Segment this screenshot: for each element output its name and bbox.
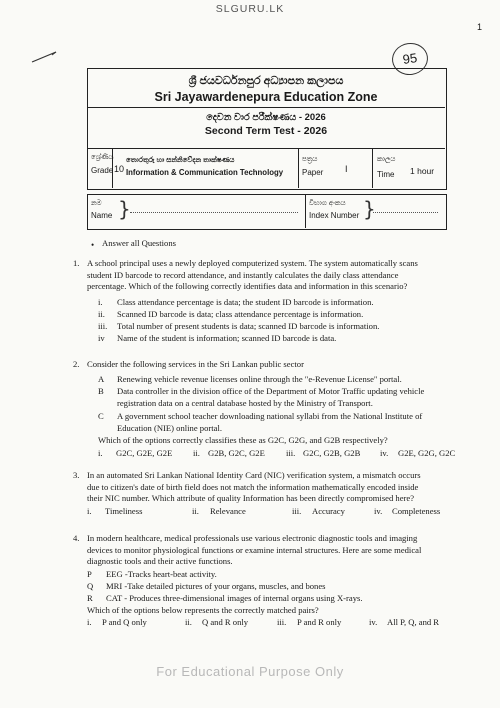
- index-field[interactable]: [373, 212, 438, 213]
- option-text[interactable]: Relevance: [210, 506, 246, 516]
- item-label: Q: [87, 581, 94, 591]
- question-text: In modern healthcare, medical professionals use various electronic diagnostic tools and imaging devices to monitor physiological functions or examine internal structures. Here are some medical diagnostic tools and their active functions.: [87, 533, 422, 567]
- option-label: i.: [98, 448, 103, 458]
- options-row: [87, 617, 467, 629]
- index-label: Index Number: [309, 211, 360, 220]
- name-label-sinhala: නම: [91, 200, 102, 207]
- option-text[interactable]: Q and R only: [202, 617, 249, 627]
- option-label: iv.: [374, 506, 383, 516]
- option-label: iii.: [98, 321, 108, 331]
- option-text[interactable]: Total number of present students is data; scanned ID barcode is information.: [117, 321, 380, 331]
- option-text[interactable]: G2B, G2C, G2E: [208, 448, 265, 458]
- item-label: A: [98, 374, 105, 384]
- item-text: CAT - Produces three-dimensional images of internal organs using X-rays.: [106, 593, 363, 603]
- name-field[interactable]: [130, 212, 298, 213]
- option-label: iii.: [277, 617, 287, 627]
- instruction: Answer all Questions: [102, 238, 176, 248]
- item-text: Renewing vehicle revenue licenses online through the "e-Revenue License" portal.: [117, 374, 402, 384]
- option-label: iii.: [286, 448, 296, 458]
- options-row: [98, 448, 468, 460]
- question-prompt: Which of the options below represents the correctly matched pairs?: [87, 605, 319, 615]
- site-header: SLGURU.LK: [215, 3, 285, 15]
- handwritten-score: 95: [390, 41, 430, 78]
- question-prompt: Which of the options correctly classifies these as G2C, G2G, and G2B respectively?: [98, 435, 388, 445]
- item-label: P: [87, 569, 92, 579]
- question-number: 2.: [73, 359, 80, 369]
- page-number: 1: [477, 22, 483, 32]
- subject-sinhala: තොරතුරු හා සන්නිවේදන තාක්ෂණය: [126, 157, 235, 164]
- option-text[interactable]: Accuracy: [312, 506, 345, 516]
- item-text: A government school teacher downloading national syllabi from the National Institute of Education (NIE) online portal.: [117, 411, 423, 433]
- question-text: A school principal uses a newly deployed computerized system. The system automatically scans student ID barcode to record attendance, and instantly calculates the daily class attendance percentage. Which of the following correctly identifies data and information in this scenario?: [87, 258, 418, 292]
- question-text: In an automated Sri Lankan National Identity Card (NIC) verification system, a mismatch occurs due to citizen's date of birth field does not match the information mathematically encoded inside their NIC number. Which attribute of quality Information has been directly compromised here?: [87, 470, 421, 504]
- zone-title-sinhala: ශ්‍රී ජයවර්ධනපුර අධ්‍යාපන කලාපය: [188, 75, 344, 87]
- time-label: Time: [377, 170, 395, 179]
- item-text: Data controller in the division office of the Department of Motor Traffic updating vehicle registration data on a central database hosted by the Ministry of Transport.: [117, 386, 425, 408]
- option-label: ii.: [98, 309, 105, 319]
- item-text: MRI -Take detailed pictures of your organs, muscles, and bones: [106, 581, 326, 591]
- option-label: i.: [87, 506, 92, 516]
- item-label: B: [98, 386, 104, 396]
- option-text[interactable]: P and Q only: [102, 617, 147, 627]
- grade-label-sinhala: ශ්‍රේණිය: [91, 154, 114, 161]
- item-label: R: [87, 593, 93, 603]
- question-number: 3.: [73, 470, 80, 480]
- paper-label-sinhala: පත්‍රය: [302, 156, 318, 163]
- option-text[interactable]: Timeliness: [105, 506, 143, 516]
- option-text[interactable]: G2C, G2B, G2B: [303, 448, 361, 458]
- option-text[interactable]: Class attendance percentage is data; the student ID barcode is information.: [117, 297, 374, 307]
- paper-value: I: [345, 164, 348, 174]
- options-row: [87, 506, 467, 518]
- item-text: EEG -Tracks heart-beat activity.: [106, 569, 217, 579]
- option-label: iii.: [292, 506, 302, 516]
- option-label: iv: [98, 333, 105, 343]
- name-label: Name: [91, 211, 113, 220]
- grade-value: 10: [114, 164, 125, 174]
- option-text[interactable]: Name of the student is information; scanned ID barcode is data.: [117, 333, 337, 343]
- name-brace-icon: }: [118, 197, 131, 221]
- option-text[interactable]: P and R only: [297, 617, 342, 627]
- question-number: 1.: [73, 258, 80, 268]
- option-text[interactable]: Scanned ID barcode is data; class attendance percentage is information.: [117, 309, 364, 319]
- term-title-sinhala: දෙවන වාර පරීක්ෂණය - 2026: [206, 112, 326, 123]
- option-label: i.: [87, 617, 92, 627]
- watermark: For Educational Purpose Only: [156, 664, 344, 679]
- option-label: ii.: [192, 506, 199, 516]
- grade-label: Grade: [91, 166, 114, 175]
- paper-label: Paper: [302, 168, 324, 177]
- option-label: ii.: [193, 448, 200, 458]
- item-label: C: [98, 411, 104, 421]
- option-text[interactable]: All P, Q, and R: [387, 617, 440, 627]
- option-text[interactable]: G2E, G2G, G2C: [398, 448, 456, 458]
- index-brace-icon: }: [363, 197, 376, 221]
- option-label: iv.: [369, 617, 378, 627]
- option-label: ii.: [185, 617, 192, 627]
- question-text: Consider the following services in the Sri Lankan public sector: [87, 359, 304, 369]
- option-text[interactable]: Completeness: [392, 506, 441, 516]
- zone-title: Sri Jayawardenepura Education Zone: [154, 90, 378, 104]
- question-number: 4.: [73, 533, 80, 543]
- term-title: Second Term Test - 2026: [204, 125, 328, 137]
- pen-mark-icon: [30, 50, 60, 64]
- bullet-icon: •: [91, 240, 95, 250]
- option-label: iv.: [380, 448, 389, 458]
- option-label: i.: [98, 297, 103, 307]
- option-text[interactable]: G2C, G2E, G2E: [116, 448, 173, 458]
- subject-name: Information & Communication Technology: [126, 168, 284, 177]
- header-divider: [87, 107, 445, 108]
- time-label-sinhala: කාලය: [377, 156, 396, 163]
- time-value: 1 hour: [410, 166, 435, 176]
- index-label-sinhala: විභාග අංකය: [309, 200, 346, 207]
